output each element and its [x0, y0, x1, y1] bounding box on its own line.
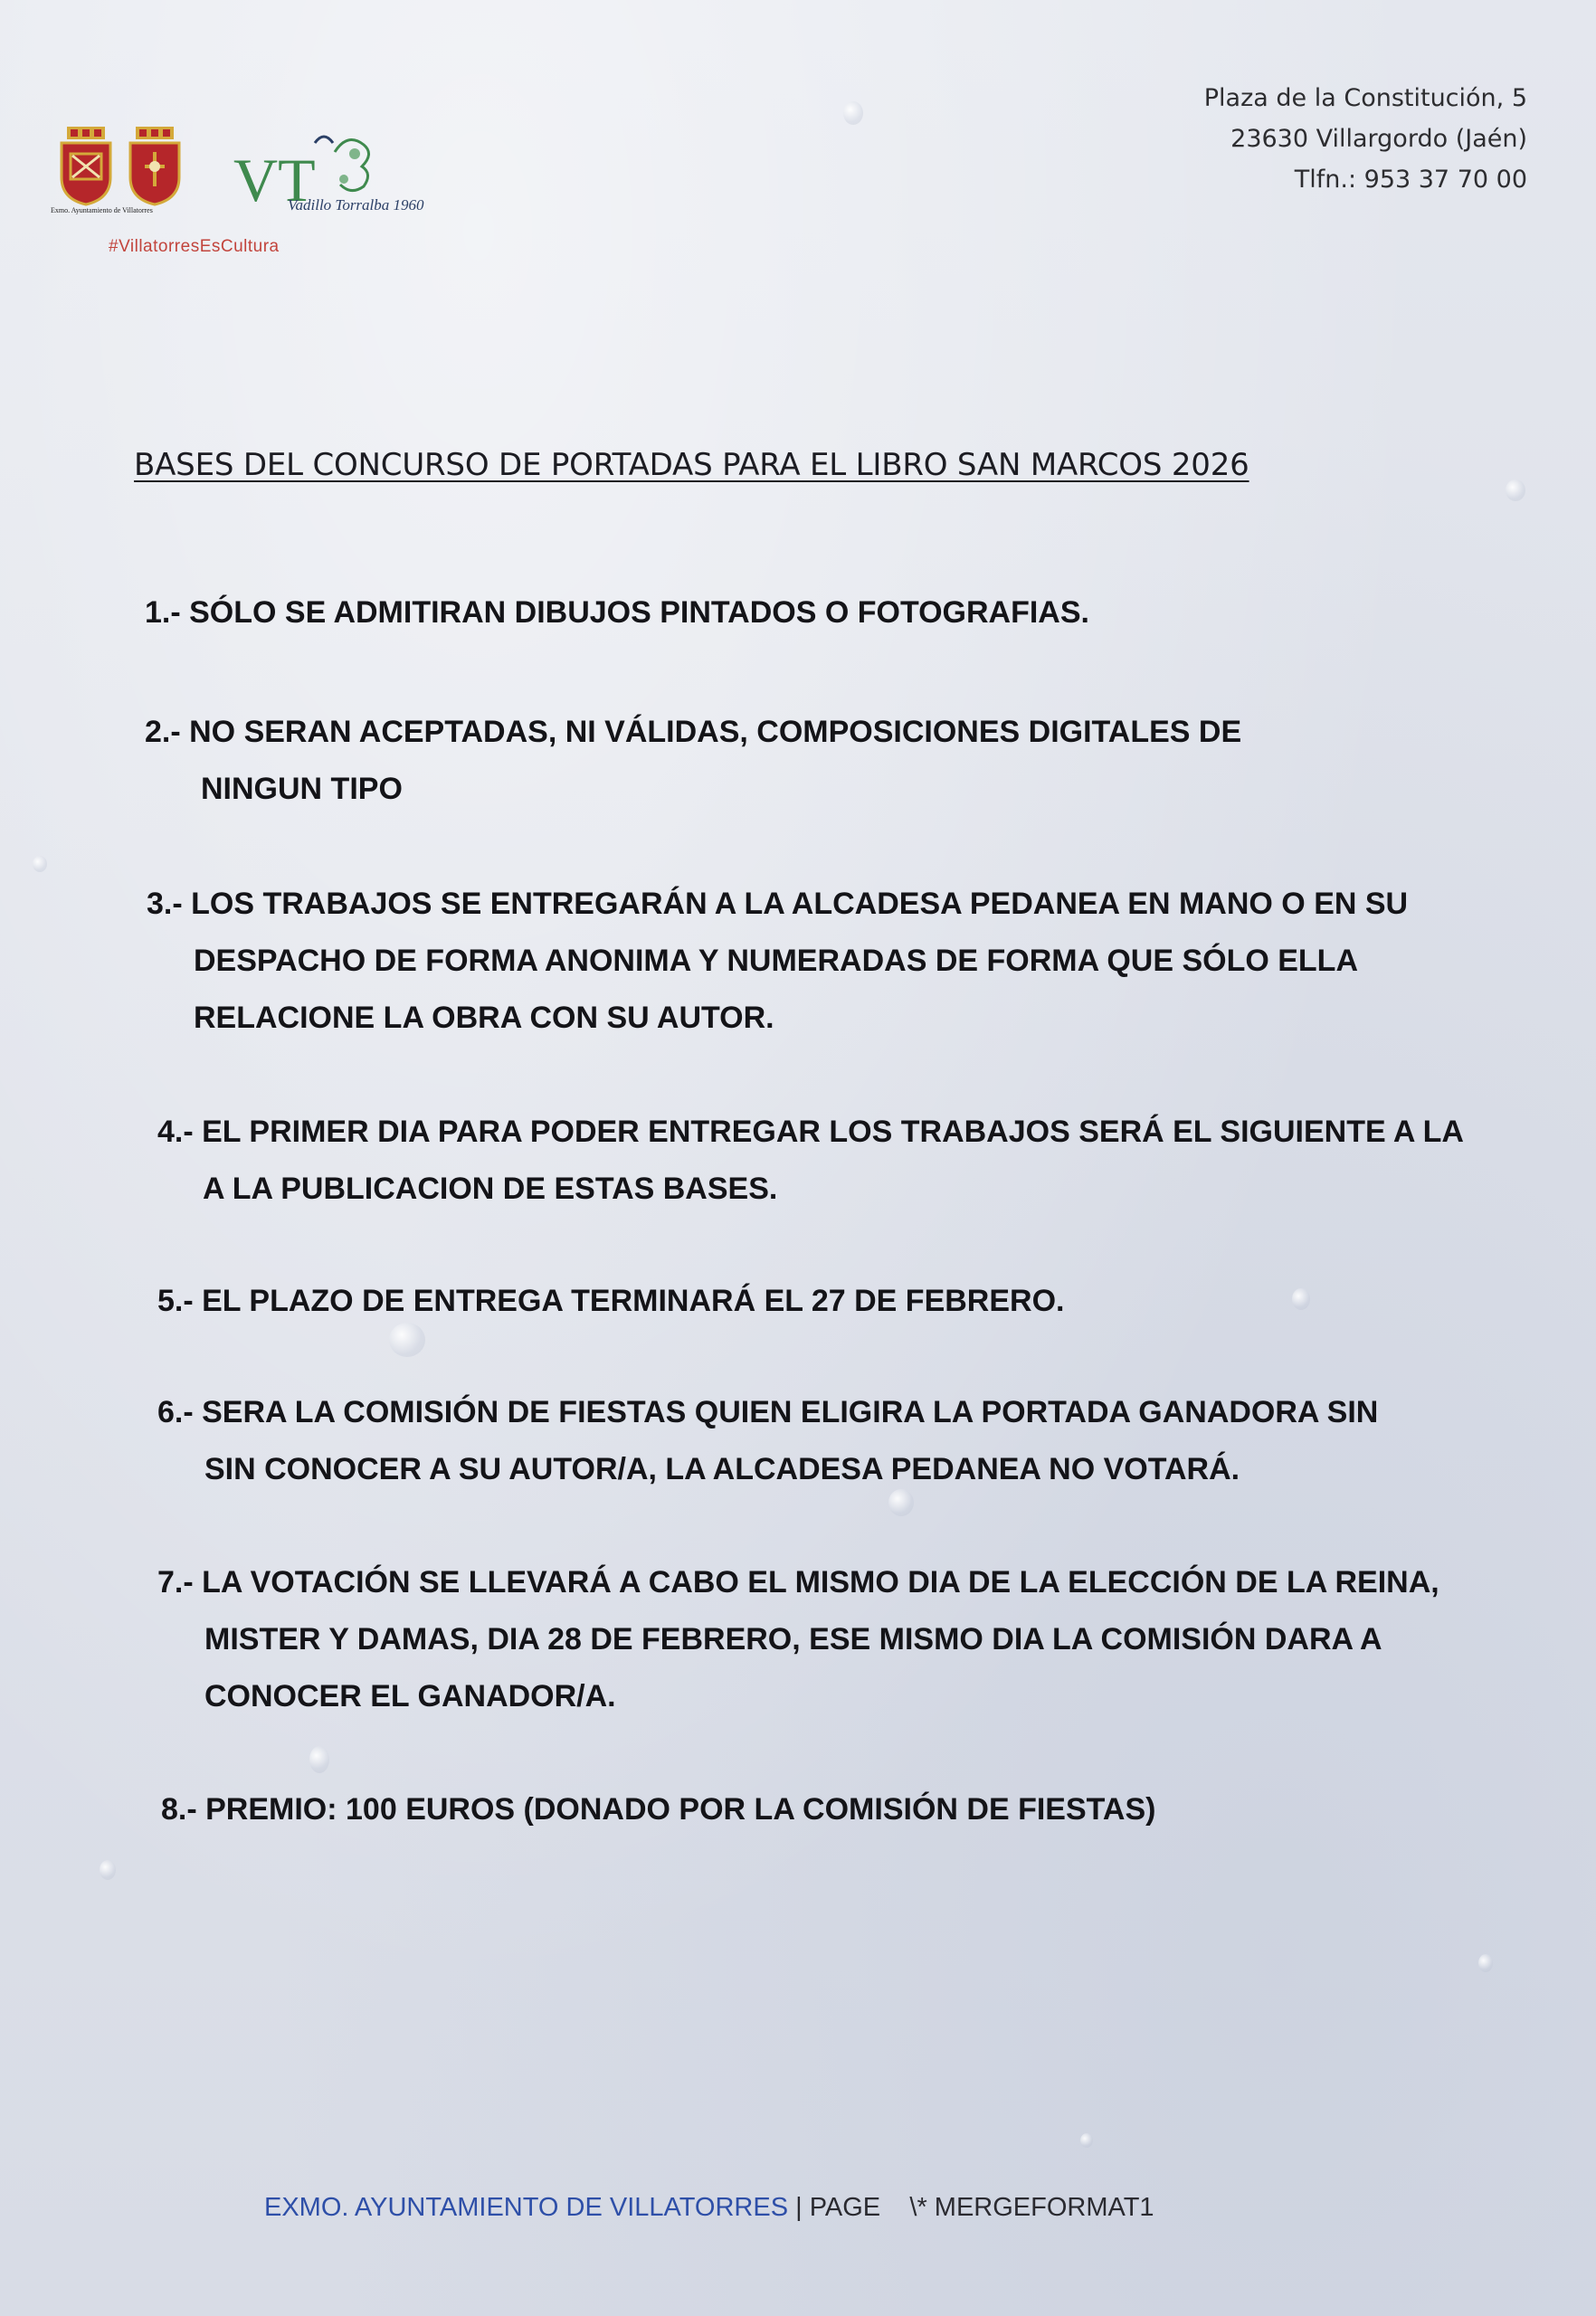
rule-line: MISTER Y DAMAS, DIA 28 DE FEBRERO, ESE MISMO DIA LA COMISIÓN DARA A	[204, 1622, 1382, 1656]
svg-text:VT: VT	[233, 146, 316, 214]
vt-logo-icon	[228, 127, 424, 217]
rule-line: RELACIONE LA OBRA CON SU AUTOR.	[194, 1001, 774, 1035]
rule-line: 2.- NO SERAN ACEPTADAS, NI VÁLIDAS, COMPOSICIONES DIGITALES DE	[145, 715, 1242, 749]
water-droplet	[309, 1746, 329, 1773]
rule-4	[157, 1104, 1464, 1218]
rule-line: 4.- EL PRIMER DIA PARA PODER ENTREGAR LOS TRABAJOS SERÁ EL SIGUIENTE A LA	[157, 1115, 1464, 1149]
page-footer	[264, 2193, 1154, 2223]
rule-6	[157, 1384, 1378, 1498]
footer-page-label: PAGE	[809, 2193, 881, 2222]
svg-text:Vadillo Torralba 1960: Vadillo Torralba 1960	[288, 196, 424, 214]
rule-8	[161, 1781, 1155, 1838]
footer-org: EXMO. AYUNTAMIENTO DE VILLATORRES	[264, 2193, 789, 2222]
rule-line: 5.- EL PLAZO DE ENTREGA TERMINARÁ EL 27 DE FEBRERO.	[157, 1284, 1065, 1318]
water-droplet	[1080, 2133, 1093, 2148]
address-street: Plaza de la Constitución, 5	[1203, 84, 1527, 112]
address-block	[1204, 78, 1527, 200]
rule-line: NINGUN TIPO	[201, 772, 403, 806]
water-droplet	[1506, 479, 1525, 501]
footer-field-code: \* MERGEFORMAT1	[909, 2193, 1154, 2222]
coat-of-arms-icon	[128, 127, 181, 204]
water-droplet	[100, 1860, 116, 1880]
rule-5	[157, 1273, 1065, 1330]
water-droplet	[1292, 1288, 1310, 1310]
rule-line: 1.- SÓLO SE ADMITIRAN DIBUJOS PINTADOS O FOTOGRAFIAS.	[145, 595, 1089, 630]
rule-1	[145, 584, 1089, 641]
rule-line: CONOCER EL GANADOR/A.	[204, 1679, 616, 1713]
logo-caption: Exmo. Ayuntamiento de Villatorres	[51, 206, 153, 214]
rule-line: DESPACHO DE FORMA ANONIMA Y NUMERADAS DE FORMA QUE SÓLO ELLA	[194, 944, 1359, 978]
water-droplet	[843, 101, 863, 125]
rule-3	[147, 876, 1408, 1047]
rule-line: SIN CONOCER A SU AUTOR/A, LA ALCADESA PEDANEA NO VOTARÁ.	[204, 1452, 1240, 1486]
water-droplet	[33, 856, 47, 872]
document-title: BASES DEL CONCURSO DE PORTADAS PARA EL LIBRO SAN MARCOS 2026	[134, 447, 1249, 483]
address-phone: Tlfn.: 953 37 70 00	[1294, 166, 1527, 194]
rule-2	[145, 704, 1241, 818]
rule-line: 3.- LOS TRABAJOS SE ENTREGARÁN A LA ALCADESA PEDANEA EN MANO O EN SU	[147, 887, 1409, 921]
hashtag: #VillatorresEsCultura	[109, 237, 280, 256]
rule-line: 8.- PREMIO: 100 EUROS (DONADO POR LA COMISIÓN DE FIESTAS)	[161, 1792, 1156, 1827]
rule-line: 7.- LA VOTACIÓN SE LLEVARÁ A CABO EL MISMO DIA DE LA ELECCIÓN DE LA REINA,	[157, 1565, 1439, 1599]
rule-7	[157, 1554, 1439, 1725]
address-city: 23630 Villargordo (Jaén)	[1230, 125, 1527, 153]
coat-of-arms-icon	[60, 127, 112, 204]
footer-separator: |	[788, 2193, 810, 2222]
rule-line: 6.- SERA LA COMISIÓN DE FIESTAS QUIEN ELIGIRA LA PORTADA GANADORA SIN	[157, 1395, 1379, 1429]
rule-line: A LA PUBLICACION DE ESTAS BASES.	[203, 1172, 778, 1206]
water-droplet	[1478, 1954, 1493, 1972]
